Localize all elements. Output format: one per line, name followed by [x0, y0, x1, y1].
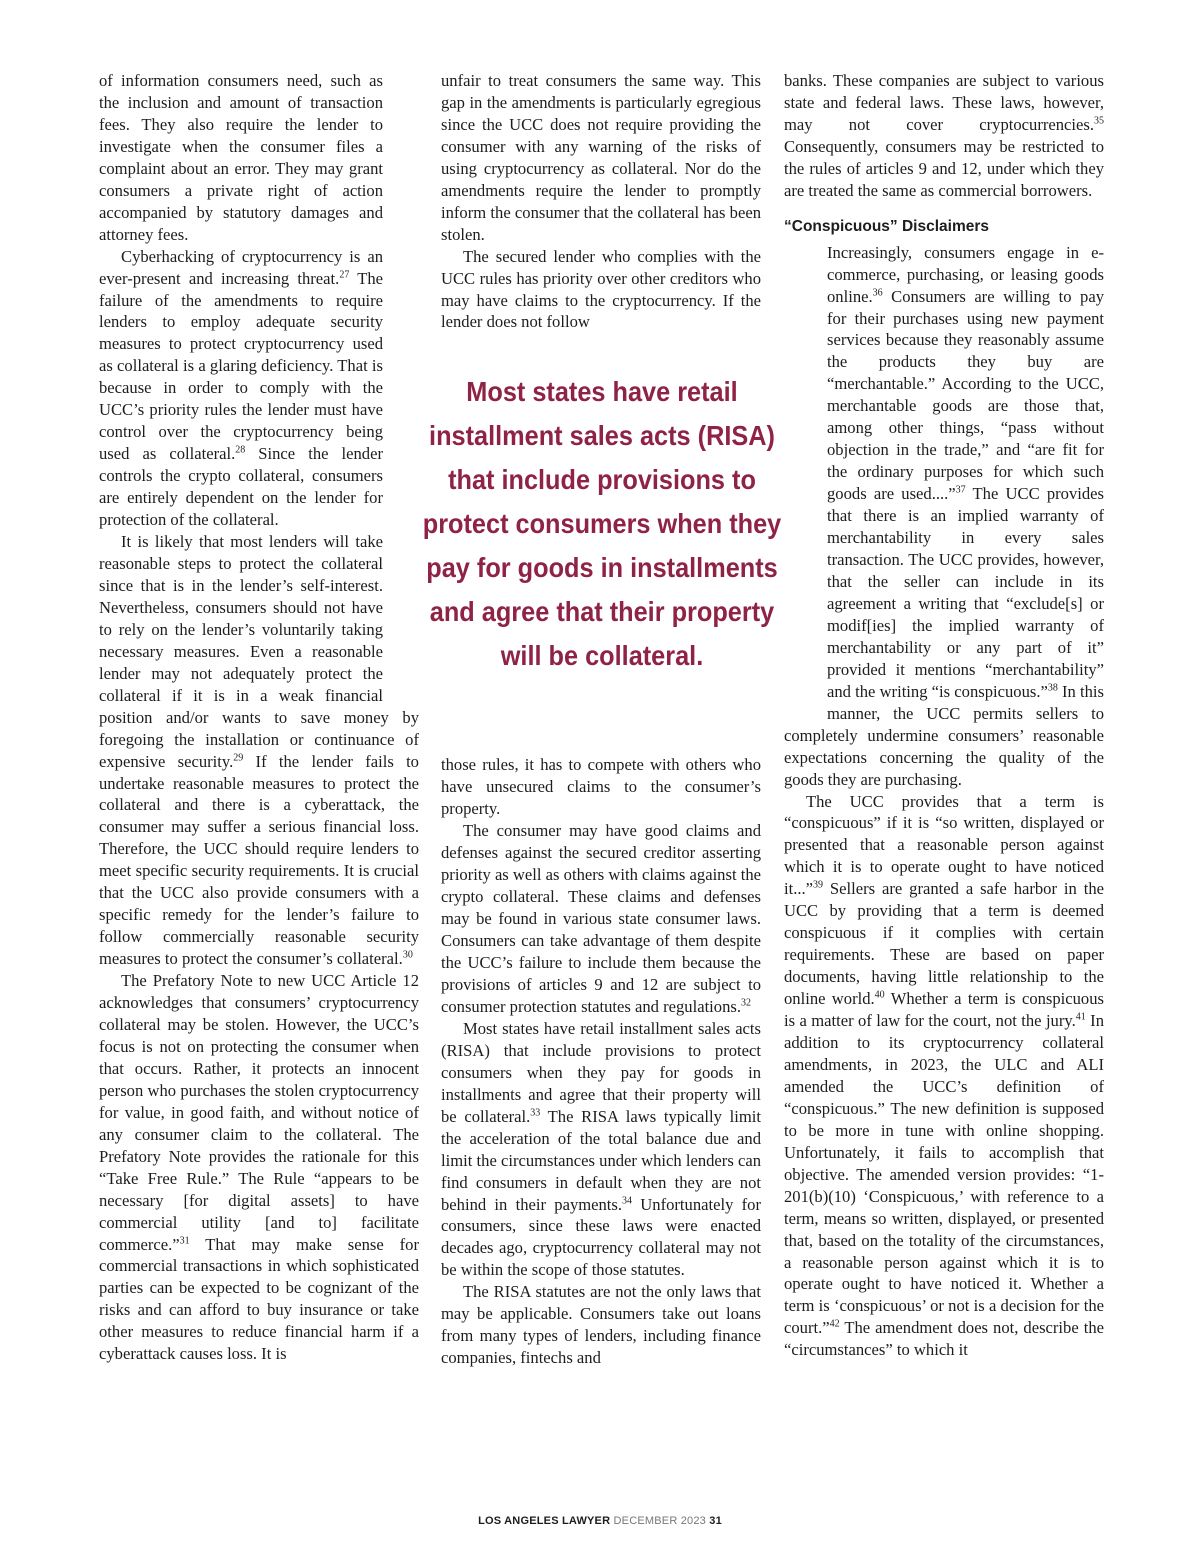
- paragraph: [99, 246, 419, 531]
- text: The secured lender who complies with the UCC rules has priority over other creditors who may have claims to the cryptocurrency. If the lender does not follow: [441, 246, 761, 332]
- pullquote-wrap-spacer: [383, 340, 419, 705]
- paragraph: [441, 70, 761, 246]
- text: Sellers are granted a safe harbor in the UCC by providing that a term is deemed conspicuous if it complies with certain requirements. These are based on paper documents, having little relationship to the online world.: [784, 879, 1104, 1009]
- text: Cyberhacking of cryptocurrency is an ever-present and increasing threat.: [99, 246, 383, 288]
- text: Since the lender controls the crypto collateral, consumers are entirely dependent on the lender for protection of the collateral.: [99, 444, 383, 530]
- paragraph: [99, 70, 419, 246]
- text: those rules, it has to compete with others who have unsecured claims to the consumer’s property.: [441, 755, 761, 819]
- text: The failure of the amendments to require lenders to employ adequate security measures to protect cryptocurrency used as collateral is a glaring deficiency. That is because in order to comply with the UCC’s priority rules the lender must have control over the cryptocurrency being used as collateral.: [99, 268, 383, 464]
- text: Consumers are willing to pay for their purchases using new payment services because they reasonably assume the products they buy are “merchantable.” According to the UCC, merchantable goods are those that, among other things, “pass without objection in the trade,” and “are fit for the ordinary purposes for which such goods are used....”: [827, 286, 1104, 504]
- section-heading: “Conspicuous” Disclaimers: [784, 217, 990, 235]
- text: In this manner, the UCC permits sellers to completely undermine consumers’ reasonable expectations concerning the quality of the goods they are purchasing.: [784, 681, 1104, 789]
- text: It is likely that most lenders will take reasonable steps to protect the collateral since that is in the lender’s self-interest. Nevertheless, consumers should not have to rely on the lender’s voluntarily taking necessary measures. Even a reasonable lender may not adequately protect the collateral if it is in a weak financial position and/or wants to save money by foregoing the installation or continuance of expensive security.: [99, 532, 419, 771]
- footnote-ref: 38: [1047, 682, 1058, 694]
- paragraph: [441, 754, 761, 820]
- text: banks. These companies are subject to various state and federal laws. These laws, however, may not cover cryptocurrencies.: [784, 71, 1104, 134]
- page-number: 31: [709, 1515, 722, 1527]
- paragraph: [441, 246, 761, 334]
- footnote-ref: 34: [622, 1194, 633, 1206]
- footnote-ref: 35: [1094, 115, 1104, 127]
- text: Most states have retail installment sales acts (RISA) that include provisions to protect consumers when they pay for goods in installments and agree that their property will be collateral.: [441, 1018, 761, 1126]
- footnote-ref: 27: [339, 269, 350, 281]
- text: That may make sense for commercial transactions in which sophisticated parties can be expected to be cognizant of the risks and can afford to buy insurance or take other measures to reduce financial harm if a cyberattack causes loss. It is: [99, 1234, 419, 1364]
- column-3: [784, 70, 1104, 1361]
- column-2: [441, 70, 761, 1369]
- pull-quote: Most states have retail installment sales acts (RISA) that include provisions to protect consumers when they pay for goods in installments and agree that their property will be collateral.: [422, 376, 782, 671]
- text: Unfortunately for consumers, since these laws were enacted decades ago, cryptocurrency collateral may not be within the scope of those statutes.: [441, 1194, 761, 1280]
- paragraph: [441, 820, 761, 1018]
- text: In addition to its cryptocurrency collateral amendments, in 2023, the ULC and ALI amended the UCC’s definition of “conspicuous.” The new definition is supposed to be more in tune with online shopping. Unfortunately, it fails to accomplish that objective. The amended version provides: “1-201(b)(10) ‘Conspicuous,’ with reference to a term, means so written, displayed, or presented that, based on the totality of the circumstances, a reasonable person against which it is to operate ought to have noticed it. Whether a term is ‘conspicuous’ or not is a decision for the court.”: [784, 1011, 1104, 1338]
- text: The UCC provides that there is an implied warranty of merchantability in every sales transaction. The UCC provides, however, that the seller can include in its agreement a writing that “exclude[s] or modif[ies] the implied warranty of merchantability or any part of it” provided it mentions “merchantability” and the writing “is conspicuous.”: [827, 484, 1104, 701]
- paragraph: [441, 1018, 761, 1281]
- text: Increasingly, consumers engage in e-commerce, purchasing, or leasing goods online.: [827, 242, 1104, 306]
- text: The amendment does not, describe the “circumstances” to which it: [784, 1318, 1104, 1360]
- column-1: [99, 70, 419, 1365]
- footnote-ref: 30: [402, 949, 413, 961]
- text: The Prefatory Note to new UCC Article 12 acknowledges that consumers’ cryptocurrency collateral may be stolen. However, the UCC’s focus is not on protecting the consumer when that occurs. Rather, it protects an innocent person who purchases the stolen cryptocurrency for value, in good faith, and without notice of any consumer claim to the collateral. The Prefatory Note provides the rationale for this “Take Free Rule.” The Rule “appears to be necessary [for digital assets] to have commercial utility [and to] facilitate commerce.”: [99, 971, 419, 1254]
- issue-date: DECEMBER 2023: [613, 1515, 706, 1527]
- footnote-ref: 31: [179, 1234, 190, 1246]
- text: The UCC provides that a term is “conspicuous” if it is “so written, displayed or presented that a reasonable person against which it is to operate ought to have noticed it...”: [784, 791, 1104, 899]
- text: The RISA statutes are not the only laws that may be applicable. Consumers take out loans from many types of lenders, including finance companies, fintechs and: [441, 1282, 761, 1368]
- paragraph: [441, 1281, 761, 1369]
- text: The RISA laws typically limit the acceleration of the total balance due and limit the circumstances under which lenders can find consumers in default when they are not behind in their payments.: [441, 1106, 761, 1214]
- paragraph: [784, 791, 1104, 1362]
- paragraph: [784, 70, 1104, 202]
- footnote-ref: 37: [955, 484, 966, 496]
- footnote-ref: 28: [235, 444, 246, 456]
- text: of information consumers need, such as the inclusion and amount of transaction fees. They also require the lender to investigate when the consumer files a complaint about an error. They may grant consumers a private right of action accompanied by statutory damages and attorney fees.: [99, 71, 383, 244]
- text: The consumer may have good claims and defenses against the secured creditor asserting priority as well as others with claims against the crypto collateral. These claims and defenses may be found in various state consumer laws. Consumers can take advantage of them despite the UCC’s failure to include them because the provisions of articles 9 and 12 are subject to consumer protection statutes and regulations.: [441, 821, 761, 1016]
- text: Consequently, consumers may be restricted to the rules of articles 9 and 12, under which they are treated the same as commercial borrowers.: [784, 136, 1104, 200]
- footnote-ref: 32: [741, 997, 751, 1009]
- footnote-ref: 39: [813, 879, 824, 891]
- footnote-ref: 36: [872, 287, 883, 299]
- footnote-ref: 40: [874, 989, 885, 1001]
- paragraph: [99, 970, 419, 1365]
- paragraph: [784, 242, 1104, 791]
- magazine-name: LOS ANGELES LAWYER: [478, 1515, 611, 1527]
- paragraph: [99, 531, 419, 970]
- page-footer: [0, 1515, 1200, 1527]
- pullquote-wrap-spacer: [784, 286, 827, 706]
- footnote-ref: 42: [829, 1318, 840, 1330]
- footnote-ref: 33: [530, 1107, 541, 1119]
- footnote-ref: 41: [1075, 1011, 1086, 1023]
- text: If the lender fails to undertake reasonable measures to protect the collateral and there is a cyberattack, the consumer may suffer a serious financial loss. Therefore, the UCC should require lenders to meet specific security requirements. It is crucial that the UCC also provide consumers with a specific remedy for the lender’s failure to follow commercially reasonable security measures to protect the consumer’s collateral.: [99, 751, 419, 969]
- text: Whether a term is conspicuous is a matter of law for the court, not the jury.: [784, 989, 1104, 1031]
- footnote-ref: 29: [233, 752, 244, 764]
- text: unfair to treat consumers the same way. This gap in the amendments is particularly egregious since the UCC does not require providing the consumer with any warning of the risks of using cryptocurrency as collateral. Nor do the amendments require the lender to promptly inform the consumer that the collateral has been stolen.: [441, 71, 761, 244]
